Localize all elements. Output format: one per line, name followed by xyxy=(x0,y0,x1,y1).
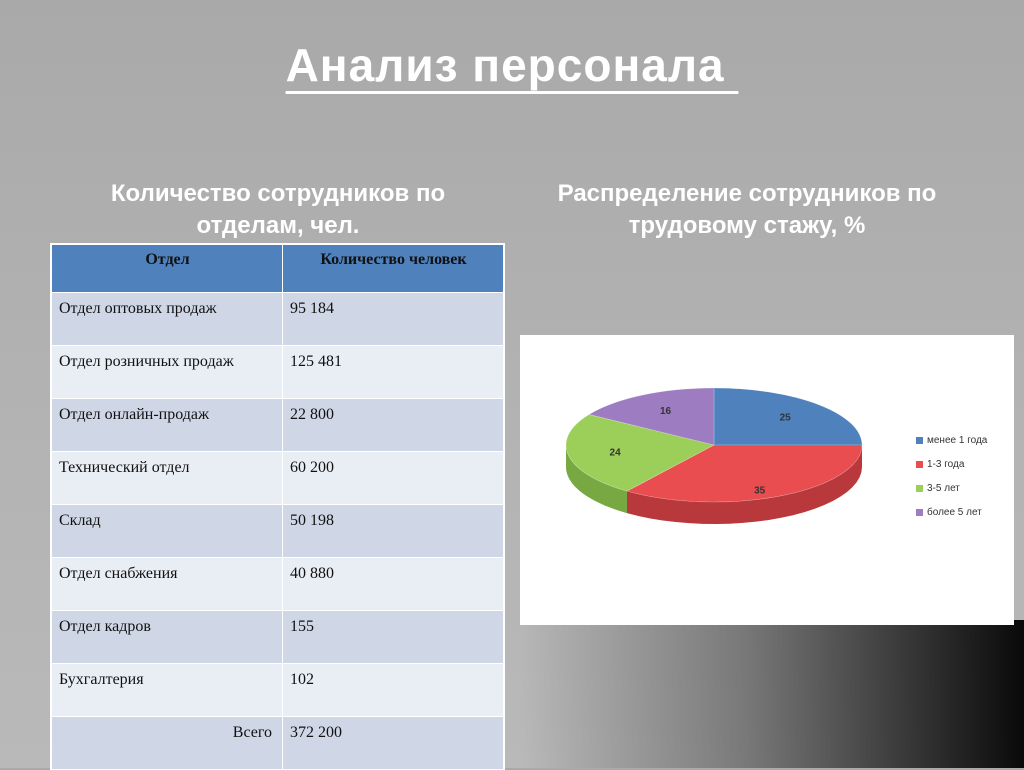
dept-cell: Отдел оптовых продаж xyxy=(52,293,283,346)
legend-label-3-5-years: 3-5 лет xyxy=(927,483,960,494)
table-row xyxy=(52,558,504,611)
dept-cell: Склад xyxy=(52,505,283,558)
pie-chart-panel xyxy=(520,335,1014,625)
data-label-over-5-years: 16 xyxy=(659,406,672,417)
table-header-row xyxy=(52,245,504,293)
column-header-count: Количество человек xyxy=(283,245,504,293)
count-cell: 40 880 xyxy=(283,558,504,611)
table-subtitle-line1: Количество сотрудников по xyxy=(110,180,446,207)
chart-subtitle-line1: Распределение сотрудников по xyxy=(557,180,937,207)
table-row xyxy=(52,505,504,558)
legend-item-under-1-year xyxy=(916,435,987,446)
table-row xyxy=(52,611,504,664)
data-label-under-1-year: 25 xyxy=(779,412,791,424)
chart-subtitle-line2: трудовому стажу, % xyxy=(628,212,866,239)
table-subtitle-line2: отделам, чел. xyxy=(196,212,360,239)
table-row xyxy=(52,399,504,452)
data-label-3-5-years: 24 xyxy=(609,447,621,459)
count-cell: 60 200 xyxy=(283,452,504,505)
data-label-1-3-years: 35 xyxy=(754,485,766,497)
table-row xyxy=(52,664,504,717)
table-total-row xyxy=(52,717,504,770)
legend-label-under-1-year: менее 1 года xyxy=(927,435,988,446)
legend-label-1-3-years: 1-3 года xyxy=(927,459,965,470)
count-cell: 125 481 xyxy=(283,346,504,399)
legend-swatch-1-3-years xyxy=(916,461,923,468)
count-cell: 155 xyxy=(283,611,504,664)
total-count-cell: 372 200 xyxy=(283,717,504,770)
table-row xyxy=(52,346,504,399)
pie-chart xyxy=(520,335,1014,625)
dept-cell: Бухгалтерия xyxy=(52,664,283,717)
count-cell: 50 198 xyxy=(283,505,504,558)
dept-cell: Технический отдел xyxy=(52,452,283,505)
legend-label-over-5-years: более 5 лет xyxy=(927,507,982,518)
background-shade xyxy=(520,620,1024,768)
dept-cell: Отдел снабжения xyxy=(52,558,283,611)
department-table xyxy=(51,244,504,770)
legend-item-3-5-years xyxy=(916,483,960,494)
page-title: Анализ персонала xyxy=(285,39,739,91)
total-label-cell: Всего xyxy=(52,717,283,770)
dept-cell: Отдел кадров xyxy=(52,611,283,664)
column-header-dept: Отдел xyxy=(52,245,283,293)
table-row xyxy=(52,293,504,346)
table-row xyxy=(52,452,504,505)
count-cell: 102 xyxy=(283,664,504,717)
legend-item-1-3-years xyxy=(916,459,964,470)
legend-item-over-5-years xyxy=(916,507,982,518)
count-cell: 22 800 xyxy=(283,399,504,452)
legend-swatch-over-5-years xyxy=(916,509,923,516)
table-subtitle xyxy=(43,178,513,242)
dept-cell: Отдел онлайн-продаж xyxy=(52,399,283,452)
dept-cell: Отдел розничных продаж xyxy=(52,346,283,399)
legend-swatch-3-5-years xyxy=(916,485,923,492)
chart-subtitle xyxy=(512,178,982,242)
count-cell: 95 184 xyxy=(283,293,504,346)
legend-swatch-under-1-year xyxy=(916,437,923,444)
